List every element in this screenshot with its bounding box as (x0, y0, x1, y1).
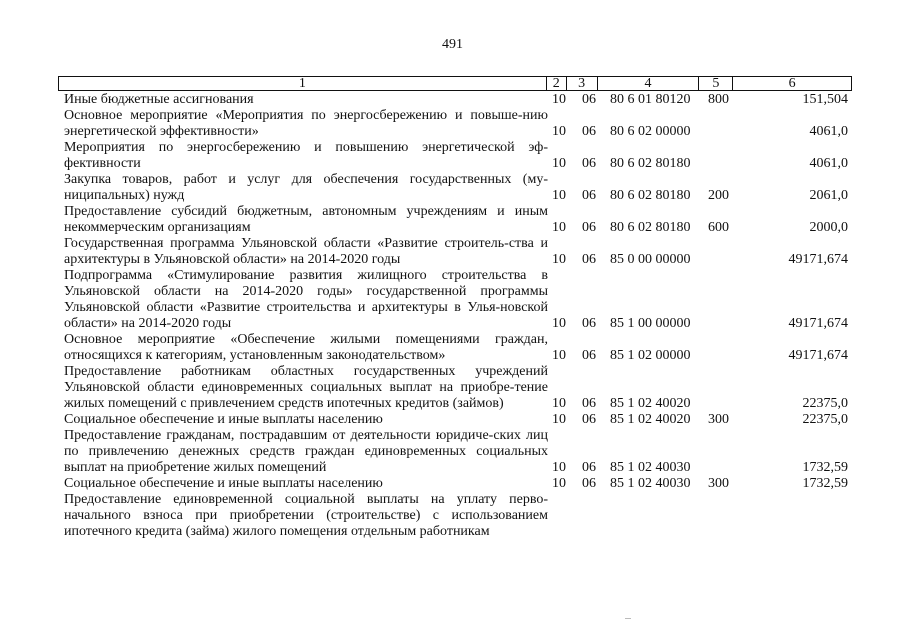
row-name: Предоставление единовременной социальной выплаты на уплату перво-начального взноса при приобретении (строительстве) с использованием ипотечного кредита (займа) жилого помещения отдельным работникам (64, 492, 548, 539)
row-name: Закупка товаров, работ и услуг для обеспечения государственных (му-ниципальных) нужд (64, 172, 548, 203)
row-csr: 85 1 02 40020 (610, 396, 691, 411)
row-csr: 85 1 02 40030 (610, 476, 691, 491)
row-name: Предоставление гражданам, пострадавшим от деятельности юридиче-ских лиц по привлечению денежных средств граждан единовременных социальных выплат на приобретение жилых помещений (64, 428, 548, 475)
row-razdel: 10 (552, 252, 566, 267)
row-csr: 85 1 02 40030 (610, 460, 691, 475)
table-row (0, 108, 905, 140)
row-razdel: 10 (552, 348, 566, 363)
row-razdel: 10 (552, 220, 566, 235)
header-col-1: 1 (59, 77, 547, 90)
row-razdel: 10 (552, 476, 566, 491)
row-vr: 200 (708, 188, 729, 203)
row-name: Государственная программа Ульяновской области «Развитие строитель-ства и архитектуры в Ульяновской области» на 2014-2020 годы (64, 236, 548, 267)
row-csr: 85 1 02 00000 (610, 348, 691, 363)
row-podrazdel: 06 (582, 412, 596, 427)
row-sum: 49171,674 (788, 316, 848, 331)
row-csr: 80 6 02 80180 (610, 156, 691, 171)
row-sum: 1732,59 (802, 476, 848, 491)
table-row (0, 364, 905, 412)
table-row (0, 332, 905, 364)
header-col-2: 2 (547, 77, 567, 90)
row-name: Иные бюджетные ассигнования (64, 92, 254, 107)
table-header (58, 76, 852, 91)
row-podrazdel: 06 (582, 348, 596, 363)
row-razdel: 10 (552, 396, 566, 411)
table-row (0, 172, 905, 204)
row-vr: 600 (708, 220, 729, 235)
row-razdel: 10 (552, 460, 566, 475)
header-col-4: 4 (598, 77, 700, 90)
row-razdel: 10 (552, 124, 566, 139)
row-podrazdel: 06 (582, 396, 596, 411)
row-sum: 49171,674 (788, 348, 848, 363)
row-podrazdel: 06 (582, 316, 596, 331)
row-vr: 800 (708, 92, 729, 107)
header-col-5: 5 (699, 77, 733, 90)
row-razdel: 10 (552, 156, 566, 171)
row-razdel: 10 (552, 92, 566, 107)
row-podrazdel: 06 (582, 156, 596, 171)
row-csr: 80 6 02 00000 (610, 124, 691, 139)
row-sum: 151,504 (802, 92, 848, 107)
row-podrazdel: 06 (582, 460, 596, 475)
row-sum: 2061,0 (809, 188, 848, 203)
row-name: Основное мероприятие «Обеспечение жилыми помещениями граждан, относящихся к категориям, установленным законодательством» (64, 332, 548, 363)
table-row (0, 92, 905, 108)
scan-mark (625, 618, 631, 619)
row-razdel: 10 (552, 188, 566, 203)
row-podrazdel: 06 (582, 92, 596, 107)
row-podrazdel: 06 (582, 220, 596, 235)
row-razdel: 10 (552, 412, 566, 427)
table-row (0, 204, 905, 236)
row-vr: 300 (708, 476, 729, 491)
row-csr: 80 6 01 80120 (610, 92, 691, 107)
row-podrazdel: 06 (582, 188, 596, 203)
row-podrazdel: 06 (582, 124, 596, 139)
row-csr: 85 0 00 00000 (610, 252, 691, 267)
table-row (0, 492, 905, 540)
row-sum: 49171,674 (788, 252, 848, 267)
table-body (0, 92, 905, 540)
table-row (0, 268, 905, 332)
row-sum: 22375,0 (802, 396, 848, 411)
row-vr: 300 (708, 412, 729, 427)
table-row (0, 428, 905, 476)
row-csr: 85 1 00 00000 (610, 316, 691, 331)
row-podrazdel: 06 (582, 476, 596, 491)
row-sum: 1732,59 (802, 460, 848, 475)
header-col-3: 3 (567, 77, 598, 90)
row-sum: 2000,0 (809, 220, 848, 235)
table-row (0, 140, 905, 172)
row-csr: 80 6 02 80180 (610, 220, 691, 235)
header-col-6: 6 (788, 76, 796, 91)
table-row (0, 412, 905, 428)
row-razdel: 10 (552, 316, 566, 331)
row-sum: 4061,0 (809, 156, 848, 171)
row-name: Социальное обеспечение и иные выплаты населению (64, 412, 383, 427)
table-row (0, 236, 905, 268)
row-sum: 22375,0 (802, 412, 848, 427)
row-podrazdel: 06 (582, 252, 596, 267)
row-sum: 4061,0 (809, 124, 848, 139)
row-name: Подпрограмма «Стимулирование развития жилищного строительства в Ульяновской области на 2014-2020 годы» государственной программы Ульяновской области «Развитие строительства и архитектуры в Улья-новской области» на 2014-2020 годы (64, 268, 548, 331)
row-csr: 80 6 02 80180 (610, 188, 691, 203)
page-number: 491 (442, 37, 463, 52)
row-name: Предоставление субсидий бюджетным, автономным учреждениям и иным некоммерческим организациям (64, 204, 548, 235)
row-name: Мероприятия по энергосбережению и повышению энергетической эф-фективности (64, 140, 548, 171)
table-row (0, 476, 905, 492)
row-csr: 85 1 02 40020 (610, 412, 691, 427)
row-name: Основное мероприятие «Мероприятия по энергосбережению и повыше-нию энергетической эффективности» (64, 108, 548, 139)
row-name: Предоставление работникам областных государственных учреждений Ульяновской области единовременных социальных выплат на приобре-тение жилых помещений с привлечением средств ипотечных кредитов (займов) (64, 364, 548, 411)
row-name: Социальное обеспечение и иные выплаты населению (64, 476, 383, 491)
